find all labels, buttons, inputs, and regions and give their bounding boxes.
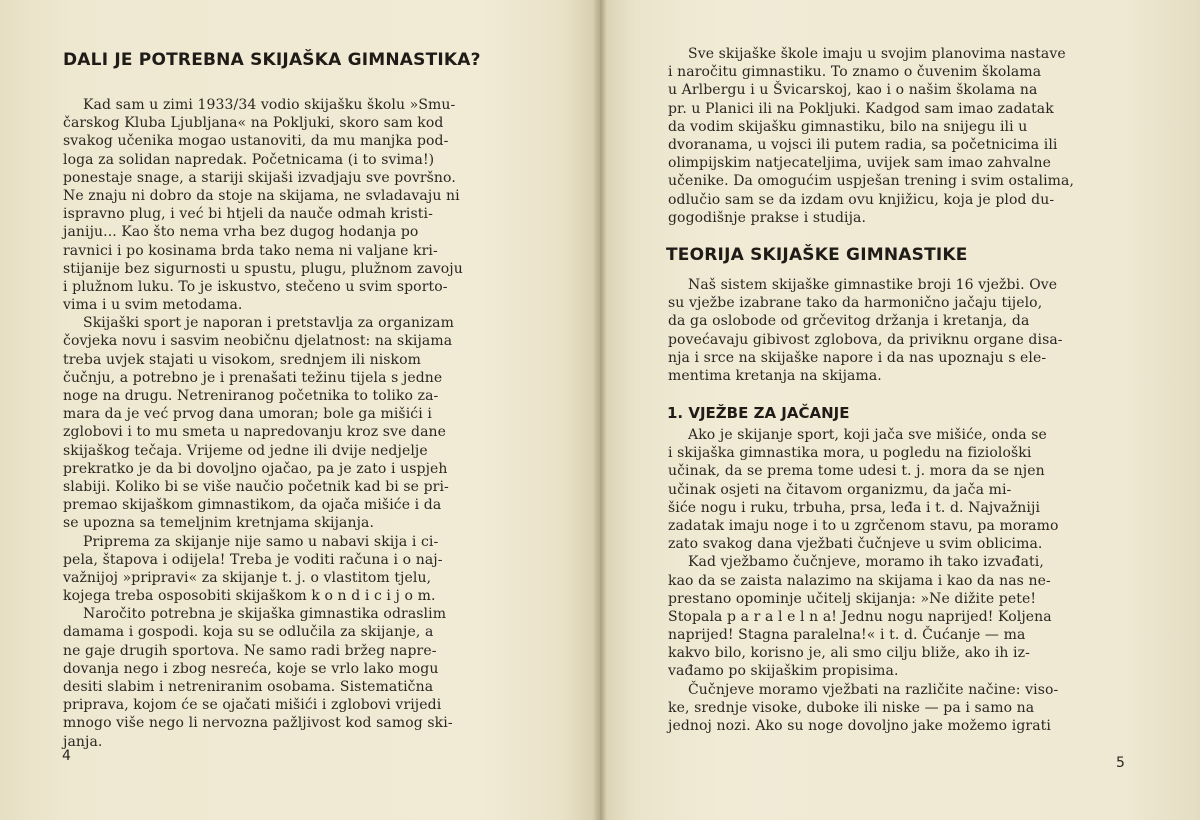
- text-line: desiti slabim i netreniranim osobama. Sistematična: [63, 679, 434, 695]
- left-page: [0, 0, 598, 820]
- text-line: vađamo po skijaškim propisima.: [668, 663, 899, 680]
- text-line: treba uvjek stajati u visokom, srednjem ili niskom: [63, 351, 422, 368]
- text-line: zadatak imaju noge i to u zgrčenom stavu, pa moramo: [668, 517, 1059, 534]
- text-line: mnogo više nego li nervozna pažljivost kod samog ski-: [63, 715, 453, 732]
- text-line: u Arlbergu i u Švicarskoj, kao i o našim školama na: [668, 82, 1038, 99]
- text-line: zato svakog dana vježbati čučnjeve u svim oblicima.: [668, 536, 1043, 553]
- text-line: noge na drugu. Netreniranog početnika to toliko za-: [63, 388, 439, 404]
- text-line: kakvo bilo, korisno je, ali smo cilju bliže, ako ih iz-: [668, 645, 1030, 662]
- text-line: Stopala p a r a l e l n a! Jednu nogu naprijed! Koljena: [668, 608, 1052, 625]
- text-line: nja i srce na skijaške napore i da nas upoznaju s ele-: [668, 349, 1047, 366]
- text-line: naprijed! Stagna paralelna!« i t. d. Čućanje — ma: [668, 627, 1026, 644]
- text-line: vima i u svim metodama.: [63, 297, 243, 314]
- text-line: Kad vježbamo čučnjeve, moramo ih tako izvađati,: [688, 554, 1044, 571]
- text-line: pr. u Planici ili na Pokljuki. Kadgod sam imao zadatak: [668, 100, 1054, 117]
- text-line: ravnici i po kosinama brda tako nema ni valjane kri-: [63, 242, 438, 259]
- text-line: damama i gospodi. koja su se odlučila za skijanje, a: [63, 624, 434, 641]
- right-page: [602, 0, 1200, 820]
- text-line: prekratko je da bi dovoljno ojačao, pa je zato i uspjeh: [63, 460, 448, 477]
- text-line: učenike. Da omogućim uspješan trening i svim ostalima,: [668, 173, 1075, 190]
- text-line: Ne znaju ni dobro da stoje na skijama, ne svladavaju ni: [63, 187, 460, 204]
- text-line: čovjeka novu i sasvim neobičnu djelatnost: na skijama: [63, 333, 453, 350]
- page-number-right: 5: [1116, 755, 1125, 771]
- page-number-left: 4: [62, 748, 71, 764]
- text-line: Sve skijaške škole imaju u svojim planovima nastave: [688, 46, 1066, 62]
- text-line: i skijaška gimnastika mora, u pogledu na fiziološki: [668, 445, 1032, 462]
- text-line: kojega treba osposobiti skijaškom k o n d i c i j o m.: [63, 588, 436, 605]
- text-line: Ako je skijanje sport, koji jača sve mišiće, onda se: [688, 427, 1047, 443]
- exercise-paragraphs: [668, 426, 1059, 735]
- text-line: priprava, kojom će se ojačati mišići i zglobovi vrijedi: [63, 697, 442, 714]
- text-line: da vodim skijašku gimnastiku, bilo na snijegu ili u: [668, 118, 1028, 135]
- text-line: premao skijaškom gimnastikom, da ojača mišiće i da: [63, 497, 442, 514]
- text-line: zglobovi i to mu smeta u napredovanju kroz sve dane: [63, 424, 447, 441]
- text-line: janiju... Kao što nema vrha bez dugog hodanja po: [63, 224, 419, 241]
- text-line: ke, srednje visoke, duboke ili niske — pa i samo na: [668, 699, 1035, 716]
- exercise-subheading: 1. VJEŽBE ZA JAČANJE: [667, 404, 850, 422]
- text-line: Priprema za skijanje nije samo u nabavi skija i ci-: [83, 533, 439, 550]
- text-line: učinak, da se prema tome udesi t. j. mora da se njen: [668, 463, 1045, 480]
- text-line: skijaškog tečaja. Vrijeme od jedne ili dvije nedjelje: [63, 442, 428, 459]
- text-line: loga za solidan napredak. Početnicama (i to svima!): [63, 151, 435, 168]
- text-line: su vježbe izabrane tako da harmonično jačaju tijelo,: [668, 295, 1043, 312]
- text-line: dvoranama, u vojsci ili putem radia, sa početnicima ili: [668, 136, 1058, 153]
- text-line: ispravno plug, i već bi htjeli da nauče odmah kristi-: [63, 206, 433, 223]
- text-line: svakog učenika mogao ustanoviti, da mu manjka pod-: [63, 133, 449, 150]
- text-line: i plužnom luku. To je iskustvo, stečeno u svim sporto-: [63, 278, 448, 295]
- text-line: prestano opominje učitelj skijanja: »Ne dižite pete!: [668, 590, 1037, 607]
- text-line: kao da se zaista nalazimo na skijama i kao da nas ne-: [668, 572, 1051, 589]
- text-line: ponestaje snage, a stariji skijaši izvadjaju sve površno.: [63, 169, 456, 186]
- text-line: mara da je već prvog dana umoran; bole ga mišići i: [63, 406, 432, 423]
- text-line: jednoj nozi. Ako su noge dovoljno jake možemo igrati: [668, 718, 1051, 734]
- text-line: Kad sam u zimi 1933/34 vodio skijašku školu »Smu-: [83, 97, 456, 113]
- text-line: važnijoj »pripravi« za skijanje t. j. o vlastitom tjelu,: [63, 569, 432, 586]
- text-line: stijanije bez sigurnosti u spustu, plugu, plužnom zavoju: [63, 260, 463, 277]
- text-line: šiće nogu i ruku, trbuha, prsa, leđa i t. d. Najvažniji: [668, 499, 1041, 516]
- text-line: Čučnjeve moramo vježbati na različite načine: viso-: [688, 681, 1059, 698]
- text-line: Naročito potrebna je skijaška gimnastika odraslim: [83, 606, 447, 623]
- text-line: mentima kretanja na skijama.: [668, 367, 882, 384]
- text-line: Skijaški sport je naporan i pretstavlja za organizam: [83, 315, 454, 332]
- text-line: Naš sistem skijaške gimnastike broji 16 vježbi. Ove: [688, 277, 1058, 293]
- text-line: odlučio sam se da izdam ovu knjižicu, koja je plod du-: [668, 191, 1055, 208]
- text-line: janja.: [63, 733, 103, 750]
- text-line: se upozna sa temeljnim kretnjama skijanja.: [63, 515, 375, 532]
- text-line: povećavaju gibivost zglobova, da priviknu organe disa-: [668, 331, 1063, 348]
- right-page-heading: TEORIJA SKIJAŠKE GIMNASTIKE: [666, 245, 968, 265]
- text-line: čarskog Kluba Ljubljana« na Pokljuki, skoro sam kod: [63, 115, 444, 132]
- text-line: pela, štapova i odijela! Treba je voditi računa i o naj-: [63, 551, 443, 568]
- left-page-heading: DALI JE POTREBNA SKIJAŠKA GIMNASTIKA?: [63, 50, 481, 70]
- text-line: čučnju, a potrebno je i prenašati težinu tijela s jedne: [63, 369, 443, 386]
- theory-paragraph: [668, 276, 1063, 385]
- text-line: olimpijskim natjecateljima, uvijek sam imao zahvalne: [668, 155, 1052, 172]
- right-intro-paragraph: [668, 45, 1074, 227]
- text-line: gogodišnje prakse i studija.: [668, 209, 867, 226]
- text-line: da ga oslobode od grčevitog držanja i kretanja, da: [668, 313, 1030, 330]
- text-line: ne gaje drugih sportova. Ne samo radi bržeg napre-: [63, 642, 437, 659]
- left-page-body: [63, 96, 463, 751]
- text-line: dovanja nego i zbog nesreća, koje se vrlo lako mogu: [63, 660, 439, 677]
- text-line: slabiji. Koliko bi se više naučio početnik kad bi se pri-: [63, 478, 449, 495]
- text-line: i naročitu gimnastiku. To znamo o čuvenim školama: [668, 64, 1042, 81]
- text-line: učinak osjeti na čitavom organizmu, da jača mi-: [668, 481, 1012, 498]
